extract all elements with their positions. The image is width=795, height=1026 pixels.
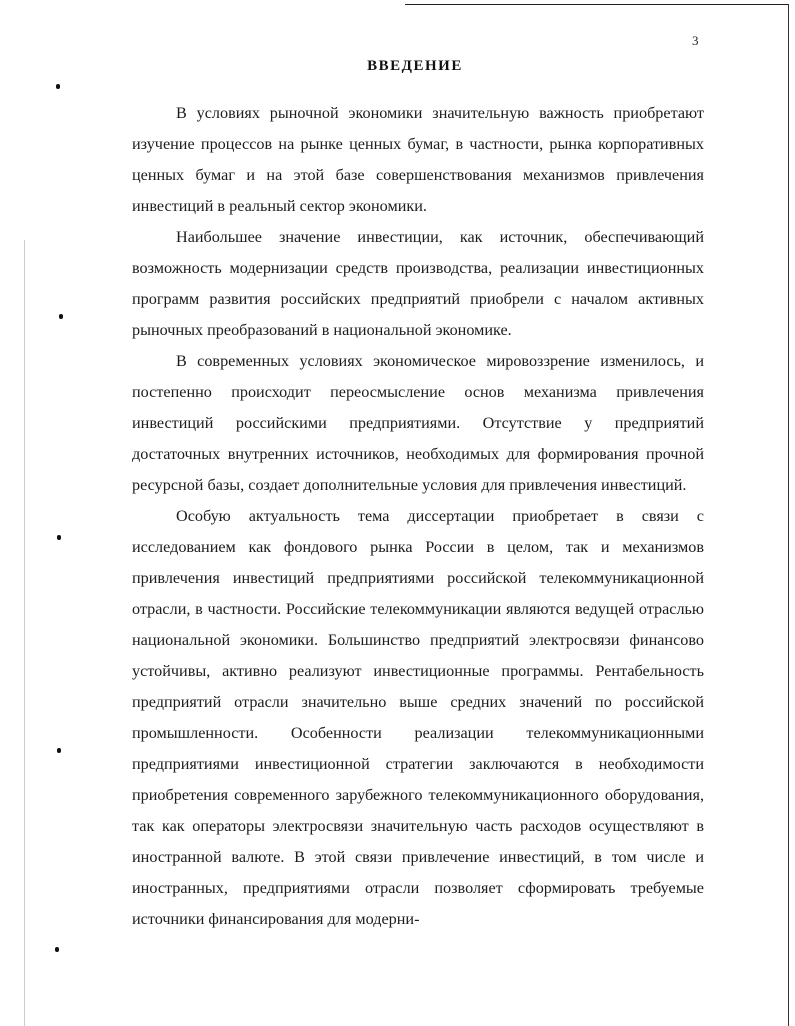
paragraph: Наибольшее значение инвестиции, как источник, обеспечивающий возможность модернизации средств производства, реализации инвестиционных программ развития российских предприятий приобрели с началом активных рыночных преобразований в национальной экономике. bbox=[132, 228, 704, 339]
paragraph: В современных условиях экономическое мировоззрение изменилось, и постепенно происходит переосмысление основ механизма привлечения инвестиций российскими предприятиями. Отсутствие у предприятий достаточных внутренних источников, необходимых для формирования прочной ресурсной базы, создает дополнительные условия для привлечения инвестиций. bbox=[132, 352, 704, 494]
scan-speck bbox=[57, 535, 61, 540]
scan-edge-left bbox=[24, 240, 25, 1026]
scan-speck bbox=[59, 314, 63, 319]
body-text bbox=[132, 98, 704, 935]
page-title: ВВЕДЕНИЕ bbox=[367, 58, 463, 74]
paragraph: Особую актуальность тема диссертации приобретает в связи с исследованием как фондового рынка России в целом, так и механизмов привлечения инвестиций предприятиями российской телекоммуникационной отрасли, в частности. Российские телекоммуникации являются ведущей отраслью национальной экономики. Большинство предприятий электросвязи финансово устойчивы, активно реализуют инвестиционные программы. Рентабельность предприятий отрасли значительно выше средних значений по российской промышленности. Особенности реализации телекоммуникационными предприятиями инвестиционной стратегии заключаются в необходимости приобретения современного зарубежного телекоммуникационного оборудования, так как операторы электросвязи значительную часть расходов осуществляют в иностранной валюте. В этой связи привлечение инвестиций, в том числе и иностранных, предприятиями отрасли позволяет сформировать требуемые источники финансирования для модерни- bbox=[132, 507, 704, 928]
paragraph: В условиях рыночной экономики значительную важность приобретают изучение процессов на рынке ценных бумаг, в частности, рынка корпоративных ценных бумаг и на этой базе совершенствования механизмов привлечения инвестиций в реальный сектор экономики. bbox=[132, 104, 704, 215]
page-number: 3 bbox=[692, 33, 699, 48]
scan-speck bbox=[57, 748, 61, 753]
scan-edge-top bbox=[405, 4, 789, 5]
scan-speck bbox=[55, 947, 59, 952]
scan-speck bbox=[56, 84, 60, 89]
scan-edge-right bbox=[788, 4, 789, 1026]
